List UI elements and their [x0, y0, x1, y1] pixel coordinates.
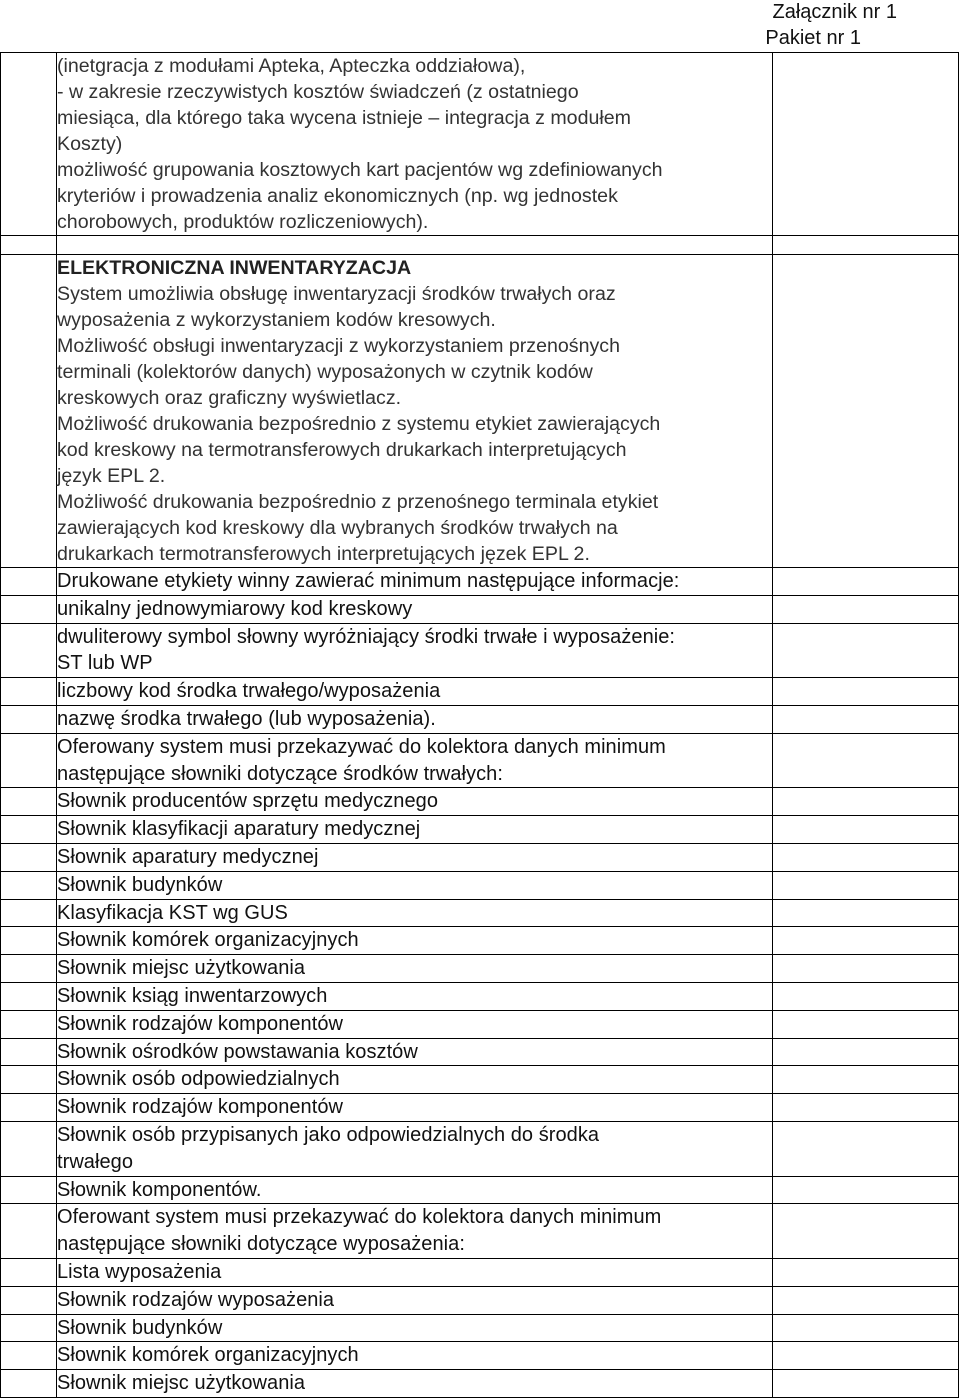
answer-cell [773, 927, 959, 955]
answer-cell [773, 899, 959, 927]
requirement-text: Słownik rodzajów wyposażenia [57, 1288, 335, 1311]
attachment-label: Załącznik nr 1 [772, 1, 897, 23]
requirement-text: Słownik budynków [57, 873, 223, 896]
requirement-cell [57, 982, 773, 1010]
row-number-cell [1, 1258, 57, 1286]
answer-cell [773, 955, 959, 983]
requirement-cell [57, 568, 773, 596]
row-number-cell [1, 843, 57, 871]
answer-cell [773, 871, 959, 899]
table-row [1, 816, 959, 844]
table-row [1, 568, 959, 596]
answer-cell [773, 678, 959, 706]
table-row-inwentaryzacja [1, 255, 959, 568]
requirement-text: Słownik komórek organizacyjnych [57, 929, 359, 952]
requirements-table [0, 52, 959, 1398]
requirement-cell [57, 1094, 773, 1122]
table-row [1, 1121, 959, 1176]
section-line: System umożliwia obsługę inwentaryzacji środków trwałych oraz [57, 283, 616, 305]
table-row [1, 623, 959, 678]
requirement-cell [57, 1342, 773, 1370]
row-number-cell [1, 816, 57, 844]
table-row [1, 1176, 959, 1204]
intro-line: miesiąca, dla którego taka wycena istnieje – integracja z modułem [57, 107, 631, 129]
row-number-cell [1, 568, 57, 596]
requirement-text: Słownik rodzajów komponentów [57, 1096, 343, 1119]
table-row [1, 982, 959, 1010]
package-label: Pakiet nr 1 [765, 27, 861, 49]
requirement-text: następujące słowniki dotyczące wyposażenia: [57, 1233, 465, 1256]
requirement-cell [57, 678, 773, 706]
requirement-text: Oferowany system musi przekazywać do kolektora danych minimum [57, 735, 666, 758]
answer-cell [773, 816, 959, 844]
answer-cell [773, 1038, 959, 1066]
intro-line: chorobowych, produktów rozliczeniowych). [57, 211, 429, 233]
row-number-cell [1, 1370, 57, 1398]
requirement-text: unikalny jednowymiarowy kod kreskowy [57, 597, 413, 620]
intro-line: możliwość grupowania kosztowych kart pacjentów wg zdefiniowanych [57, 159, 663, 181]
section-line: Możliwość drukowania bezpośrednio z systemu etykiet zawierających [57, 413, 661, 435]
requirement-cell [57, 1370, 773, 1398]
requirement-cell [57, 1258, 773, 1286]
requirement-cell [57, 843, 773, 871]
row-number-cell [1, 1342, 57, 1370]
requirement-text: liczbowy kod środka trwałego/wyposażenia [57, 680, 441, 703]
requirement-cell [57, 1121, 773, 1176]
row-number-cell [1, 1038, 57, 1066]
requirement-cell [57, 1204, 773, 1259]
requirement-cell [57, 871, 773, 899]
requirement-cell [57, 955, 773, 983]
requirement-cell [57, 733, 773, 788]
table-row [1, 955, 959, 983]
row-number-cell [1, 927, 57, 955]
requirement-text: Słownik rodzajów komponentów [57, 1012, 343, 1035]
requirement-text: Słownik osób odpowiedzialnych [57, 1068, 340, 1091]
table-row [1, 899, 959, 927]
answer-cell [773, 568, 959, 596]
answer-cell [773, 255, 959, 568]
requirement-text: trwałego [57, 1150, 133, 1173]
row-number-cell [1, 53, 57, 236]
table-row [1, 678, 959, 706]
answer-cell [773, 788, 959, 816]
row-number-cell [1, 1121, 57, 1176]
requirement-text: Słownik budynków [57, 1316, 223, 1339]
row-number-cell [1, 788, 57, 816]
requirement-cell [57, 1286, 773, 1314]
intro-line: Koszty) [57, 133, 123, 155]
requirement-text: Słownik klasyfikacji aparatury medycznej [57, 818, 421, 841]
row-number-cell [1, 982, 57, 1010]
table-row [1, 1038, 959, 1066]
table-row-spacer [1, 236, 959, 255]
answer-cell [773, 595, 959, 623]
section-line: wyposażenia z wykorzystaniem kodów kresowych. [57, 309, 496, 331]
row-number-cell [1, 623, 57, 678]
answer-cell [773, 1370, 959, 1398]
answer-cell [773, 236, 959, 255]
answer-cell [773, 623, 959, 678]
answer-cell [773, 53, 959, 236]
row-number-cell [1, 1204, 57, 1259]
intro-cell [57, 53, 773, 236]
answer-cell [773, 1342, 959, 1370]
row-number-cell [1, 871, 57, 899]
table-row [1, 927, 959, 955]
answer-cell [773, 1176, 959, 1204]
row-number-cell [1, 1066, 57, 1094]
requirement-cell [57, 927, 773, 955]
section-line: Możliwość drukowania bezpośrednio z przenośnego terminala etykiet [57, 491, 659, 513]
requirement-text: Lista wyposażenia [57, 1260, 222, 1283]
answer-cell [773, 1066, 959, 1094]
requirement-cell [57, 1314, 773, 1342]
table-row [1, 788, 959, 816]
requirement-cell [57, 1010, 773, 1038]
requirement-cell [57, 1038, 773, 1066]
section-line: język EPL 2. [57, 465, 166, 487]
answer-cell [773, 1010, 959, 1038]
requirement-cell [57, 705, 773, 733]
requirement-text: Słownik producentów sprzętu medycznego [57, 790, 438, 813]
table-row [1, 1370, 959, 1398]
row-number-cell [1, 1094, 57, 1122]
table-row [1, 843, 959, 871]
row-number-cell [1, 733, 57, 788]
requirement-cell [57, 595, 773, 623]
section-line: drukarkach termotransferowych interpretujących jęzek EPL 2. [57, 543, 590, 565]
empty-cell [57, 236, 773, 255]
requirement-text: Słownik ksiąg inwentarzowych [57, 984, 328, 1007]
requirement-cell [57, 899, 773, 927]
row-number-cell [1, 255, 57, 568]
row-number-cell [1, 1010, 57, 1038]
requirement-text: Słownik osób przypisanych jako odpowiedzialnych do środka [57, 1123, 600, 1146]
table-row [1, 1066, 959, 1094]
answer-cell [773, 733, 959, 788]
section-line: kreskowych oraz graficzny wyświetlacz. [57, 387, 402, 409]
requirement-text: Klasyfikacja KST wg GUS [57, 901, 288, 924]
table-row [1, 871, 959, 899]
requirement-text: nazwę środka trwałego (lub wyposażenia). [57, 707, 436, 730]
table-row [1, 1286, 959, 1314]
requirement-text: Słownik ośrodków powstawania kosztów [57, 1040, 418, 1063]
answer-cell [773, 982, 959, 1010]
section-line: zawierających kod kreskowy dla wybranych środków trwałych na [57, 517, 618, 539]
answer-cell [773, 1121, 959, 1176]
row-number-cell [1, 899, 57, 927]
requirement-text: Słownik aparatury medycznej [57, 845, 319, 868]
row-number-cell [1, 236, 57, 255]
row-number-cell [1, 595, 57, 623]
answer-cell [773, 843, 959, 871]
table-row [1, 1342, 959, 1370]
requirement-text: Słownik miejsc użytkowania [57, 957, 306, 980]
table-row [1, 705, 959, 733]
section-line: terminali (kolektorów danych) wyposażonych w czytnik kodów [57, 361, 593, 383]
row-number-cell [1, 705, 57, 733]
table-row [1, 1010, 959, 1038]
table-row [1, 733, 959, 788]
requirement-text: Słownik komórek organizacyjnych [57, 1344, 359, 1367]
answer-cell [773, 705, 959, 733]
row-number-cell [1, 1176, 57, 1204]
requirement-text: Oferowant system musi przekazywać do kolektora danych minimum [57, 1206, 662, 1229]
answer-cell [773, 1094, 959, 1122]
requirement-text: dwuliterowy symbol słowny wyróżniający środki trwałe i wyposażenie: [57, 625, 676, 648]
requirement-cell [57, 816, 773, 844]
requirement-text: Słownik miejsc użytkowania [57, 1372, 306, 1395]
requirement-cell [57, 1176, 773, 1204]
requirement-cell [57, 1066, 773, 1094]
answer-cell [773, 1286, 959, 1314]
intro-line: - w zakresie rzeczywistych kosztów świadczeń (z ostatniego [57, 81, 579, 103]
row-number-cell [1, 1286, 57, 1314]
section-heading: ELEKTRONICZNA INWENTARYZACJA [57, 257, 412, 279]
section-line: kod kreskowy na termotransferowych drukarkach interpretujących [57, 439, 627, 461]
table-row [1, 1258, 959, 1286]
table-row [1, 1314, 959, 1342]
requirement-text: Drukowane etykiety winny zawierać minimum następujące informacje: [57, 570, 680, 592]
row-number-cell [1, 955, 57, 983]
table-row [1, 595, 959, 623]
requirement-text: Słownik komponentów. [57, 1178, 262, 1201]
section-line: Możliwość obsługi inwentaryzacji z wykorzystaniem przenośnych [57, 335, 620, 357]
row-number-cell [1, 1314, 57, 1342]
answer-cell [773, 1314, 959, 1342]
answer-cell [773, 1204, 959, 1259]
intro-line: (inetgracja z modułami Apteka, Apteczka oddziałowa), [57, 55, 526, 77]
requirement-cell [57, 788, 773, 816]
answer-cell [773, 1258, 959, 1286]
table-row [1, 1094, 959, 1122]
requirement-cell [57, 623, 773, 678]
table-row-intro [1, 53, 959, 236]
row-number-cell [1, 678, 57, 706]
requirement-text: następujące słowniki dotyczące środków trwałych: [57, 762, 503, 785]
table-row [1, 1204, 959, 1259]
requirement-text: ST lub WP [57, 652, 153, 675]
intro-line: kryteriów i prowadzenia analiz ekonomicznych (np. wg jednostek [57, 185, 618, 207]
inwentaryzacja-cell [57, 255, 773, 568]
